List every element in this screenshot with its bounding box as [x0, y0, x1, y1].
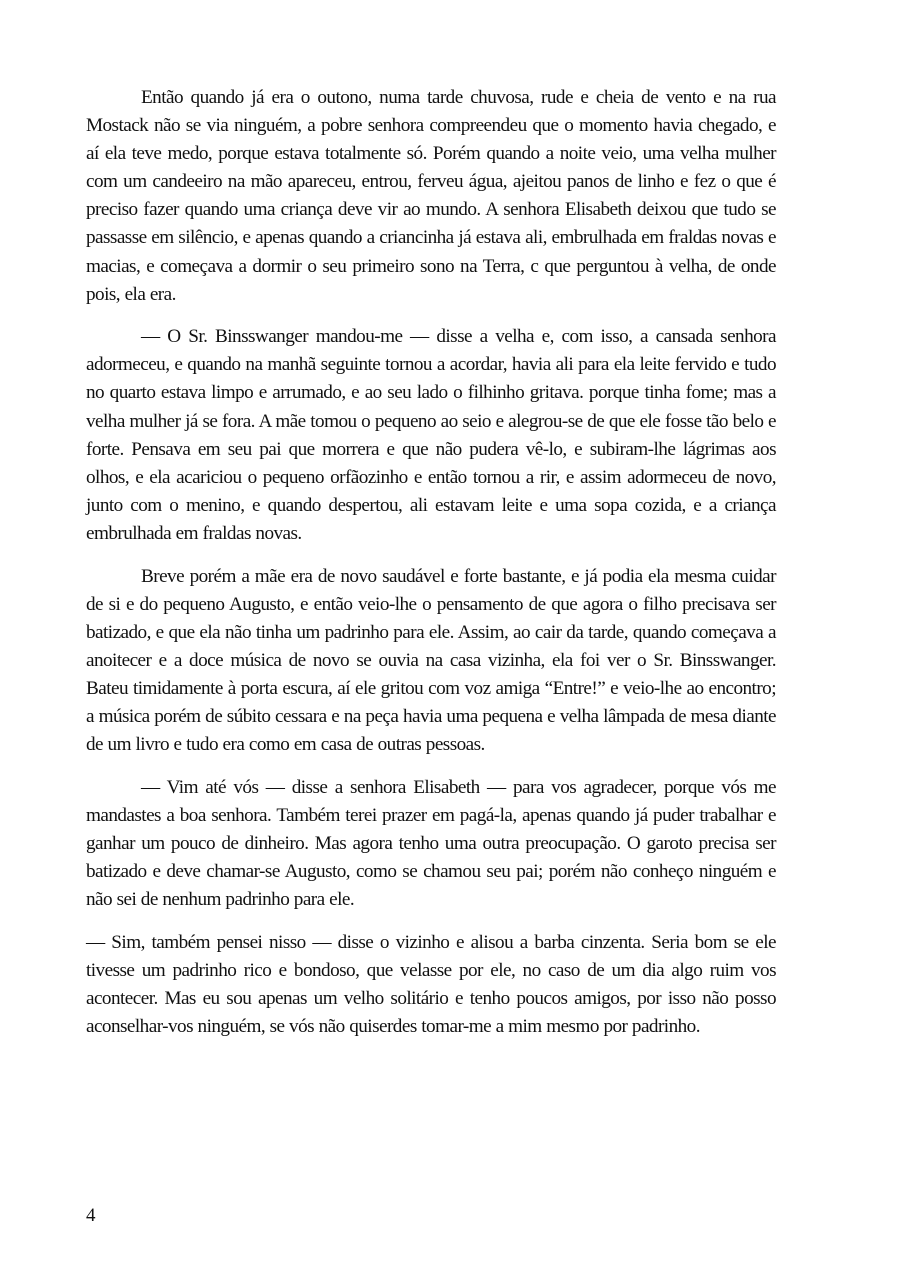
document-page [86, 84, 776, 1056]
paragraph-5: — Sim, também pensei nisso — disse o vizinho e alisou a barba cinzenta. Seria bom se ele tivesse um padrinho rico e bondoso, que velasse por ele, no caso de um dia algo ruim vos acontecer. Mas eu sou apenas um velho solitário e tenho poucos amigos, por isso não posso aconselhar-vos ninguém, se vós não quiserdes tomar-me a mim mesmo por padrinho. [86, 931, 776, 1037]
paragraph-4: — Vim até vós — disse a senhora Elisabeth — para vos agradecer, porque vós me mandastes a boa senhora. Também terei prazer em pagá-la, apenas quando já puder trabalhar e ganhar um pouco de dinheiro. Mas agora tenho uma outra preocupação. O garoto precisa ser batizado e deve chamar-se Augusto, como se chamou seu pai; porém não conheço ninguém e não sei de nenhum padrinho para ele. [86, 776, 776, 911]
paragraph-1: Então quando já era o outono, numa tarde chuvosa, rude e cheia de vento e na rua Mostack não se via ninguém, a pobre senhora compreendeu que o momento havia chegado, e aí ela teve medo, porque estava totalmente só. Porém quando a noite veio, uma velha mulher com um candeeiro na mão apareceu, entrou, ferveu água, ajeitou panos de linho e fez o que é preciso fazer quando uma criança deve vir ao mundo. A senhora Elisabeth deixou que tudo se passasse em silêncio, e apenas quando a criancinha já estava ali, embrulhada em fraldas novas e macias, e começava a dormir o seu primeiro sono na Terra, c que perguntou à velha, de onde pois, ela era. [86, 87, 776, 305]
page-number: 4 [86, 1205, 96, 1226]
paragraph-3: Breve porém a mãe era de novo saudável e forte bastante, e já podia ela mesma cuidar de si e do pequeno Augusto, e então veio-lhe o pensamento de que agora o filho precisava ser batizado, e que ela não tinha um padrinho para ele. Assim, ao cair da tarde, quando começava a anoitecer e a doce música de novo se ouvia na casa vizinha, ela foi ver o Sr. Binsswanger. Bateu timidamente à porta escura, aí ele gritou com voz amiga “Entre!” e veio-lhe ao encontro; a música porém de súbito cessara e na peça havia uma pequena e velha lâmpada de mesa diante de um livro e tudo era como em casa de outras pessoas. [86, 565, 776, 756]
paragraph-2: — O Sr. Binsswanger mandou-me — disse a velha e, com isso, a cansada senhora adormeceu, e quando na manhã seguinte tornou a acordar, havia ali para ela leite fervido e tudo no quarto estava limpo e arrumado, e ao seu lado o filhinho gritava. porque tinha fome; mas a velha mulher já se fora. A mãe tomou o pequeno ao seio e alegrou-se de que ele fosse tão belo e forte. Pensava em seu pai que morrera e que não pudera vê-lo, e subiram-lhe lágrimas aos olhos, e ela acariciou o pequeno orfãozinho e então tornou a rir, e assim adormeceu de novo, junto com o menino, e quando despertou, ali estavam leite e uma sopa cozida, e a criança embrulhada em fraldas novas. [86, 326, 776, 544]
